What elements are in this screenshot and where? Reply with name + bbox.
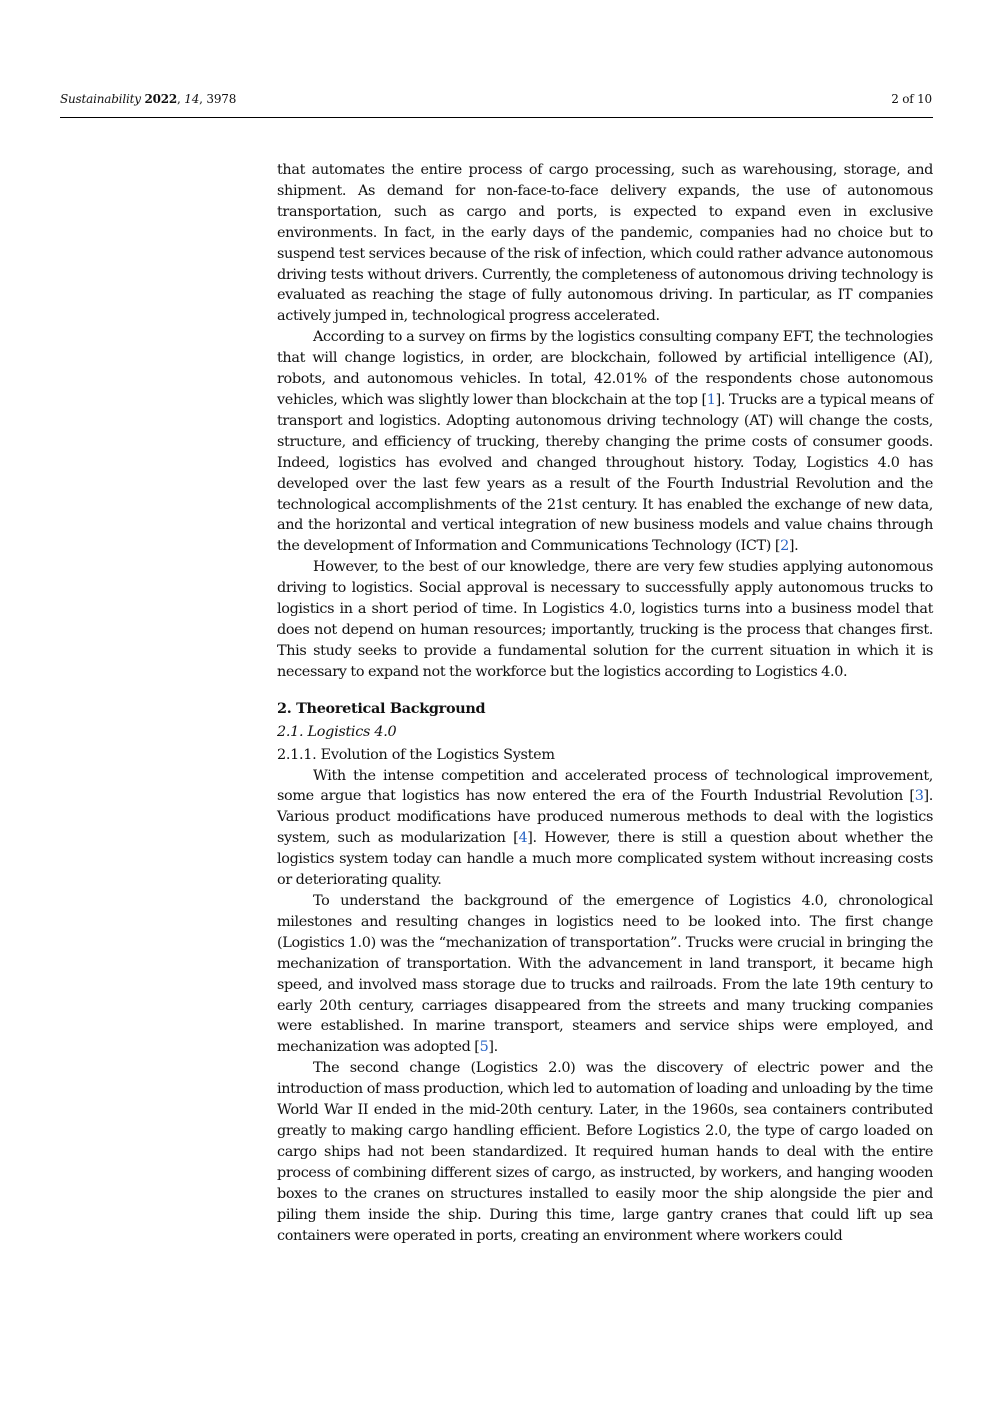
article-body — [277, 160, 933, 1246]
paragraph: With the intense competition and accelerated process of technological improvement, some argue that logistics has now entered the era of the Fourth Industrial Revolution [3]. Various product modifications have produced numerous methods to deal with the logistics system, such as modularization [4]. However, there is still a question about whether the logistics system today can handle a much more complicated system without increasing costs or deteriorating quality. — [277, 767, 933, 889]
paragraph: However, to the best of our knowledge, there are very few studies applying autonomous driving to logistics. Social approval is necessary to successfully apply autonomous trucks to logistics in a short period of time. In Logistics 4.0, logistics turns into a business model that does not depend on human resources; importantly, trucking is the process that changes first. This study seeks to provide a fundamental solution for the current situation in which it is necessary to expand not the workforce but the logistics according to Logistics 4.0. — [277, 559, 933, 680]
section-heading: 2. Theoretical Background — [277, 699, 486, 717]
journal-volume: 14 — [184, 92, 200, 106]
paragraph: To understand the background of the emergence of Logistics 4.0, chronological milestones and resulting changes in logistics need to be looked into. The first change (Logistics 1.0) was the “mechanization of transportation”. Trucks were crucial in bringing the mechanization of transportation. With the advancement in land transport, it became high speed, and involved mass storage due to trucks and railroads. From the late 19th century to early 20th century, carriages disappeared from the streets and many trucking companies were established. In marine transport, steamers and service ships were employed, and mechanization was adopted [5]. — [277, 893, 933, 1056]
page-number: 2 of 10 — [891, 92, 932, 106]
citation-link[interactable]: 2 — [780, 538, 789, 555]
journal-citation: Sustainability 2022, 14, 3978 — [60, 92, 237, 106]
article-number: 3978 — [206, 92, 237, 106]
citation-link[interactable]: 4 — [518, 830, 528, 847]
subsubsection-heading: 2.1.1. Evolution of the Logistics System — [277, 746, 555, 763]
citation-link[interactable]: 3 — [914, 788, 924, 805]
citation-link[interactable]: 1 — [706, 391, 716, 408]
header-rule — [60, 117, 933, 118]
paragraph: The second change (Logistics 2.0) was the discovery of electric power and the introduction of mass production, which led to automation of loading and unloading by the time World War II ended in the mid-20th century. Later, in the 1960s, sea containers contributed greatly to making cargo handling efficient. Before Logistics 2.0, the type of cargo loaded on cargo ships had not been standardized. It required human hands to deal with the entire process of combining different sizes of cargo, as instructed, by workers, and hanging wooden boxes to the cranes on structures installed to easily moor the ship alongside the pier and piling them inside the ship. During this time, large gantry cranes that could lift up sea containers were operated in ports, creating an environment where workers could — [277, 1060, 933, 1244]
paragraph: that automates the entire process of cargo processing, such as warehousing, storage, and shipment. As demand for non-face-to-face delivery expands, the use of autonomous transportation, such as cargo and ports, is expected to expand even in exclusive environments. In fact, in the early days of the pandemic, companies had no choice but to suspend test services because of the risk of infection, which could rather advance autonomous driving tests without drivers. Currently, the completeness of autonomous driving technology is evaluated as reaching the stage of fully autonomous driving. In particular, as IT companies actively jumped in, technological progress accelerated. — [277, 162, 933, 325]
citation-link[interactable]: 5 — [479, 1039, 489, 1056]
journal-name: Sustainability — [60, 92, 141, 106]
subsection-heading: 2.1. Logistics 4.0 — [277, 723, 397, 740]
paragraph: According to a survey on firms by the logistics consulting company EFT, the technologies that will change logistics, in order, are blockchain, followed by artificial intelligence (AI), robots, and autonomous vehicles. In total, 42.01% of the respondents chose autonomous vehicles, which was slightly lower than blockchain at the top [1]. Trucks are a typical means of transport and logistics. Adopting autonomous driving technology (AT) will change the costs, structure, and efficiency of trucking, thereby changing the prime costs of consumer goods. Indeed, logistics has evolved and changed throughout history. Today, Logistics 4.0 has developed over the last few years as a result of the Fourth Industrial Revolution and the technological accomplishments of the 21st century. It has enabled the exchange of new data, and the horizontal and vertical integration of new business models and value chains through the development of Information and Communications Technology (ICT) [2]. — [277, 329, 933, 555]
journal-year: 2022 — [144, 92, 178, 106]
running-header — [60, 92, 932, 112]
